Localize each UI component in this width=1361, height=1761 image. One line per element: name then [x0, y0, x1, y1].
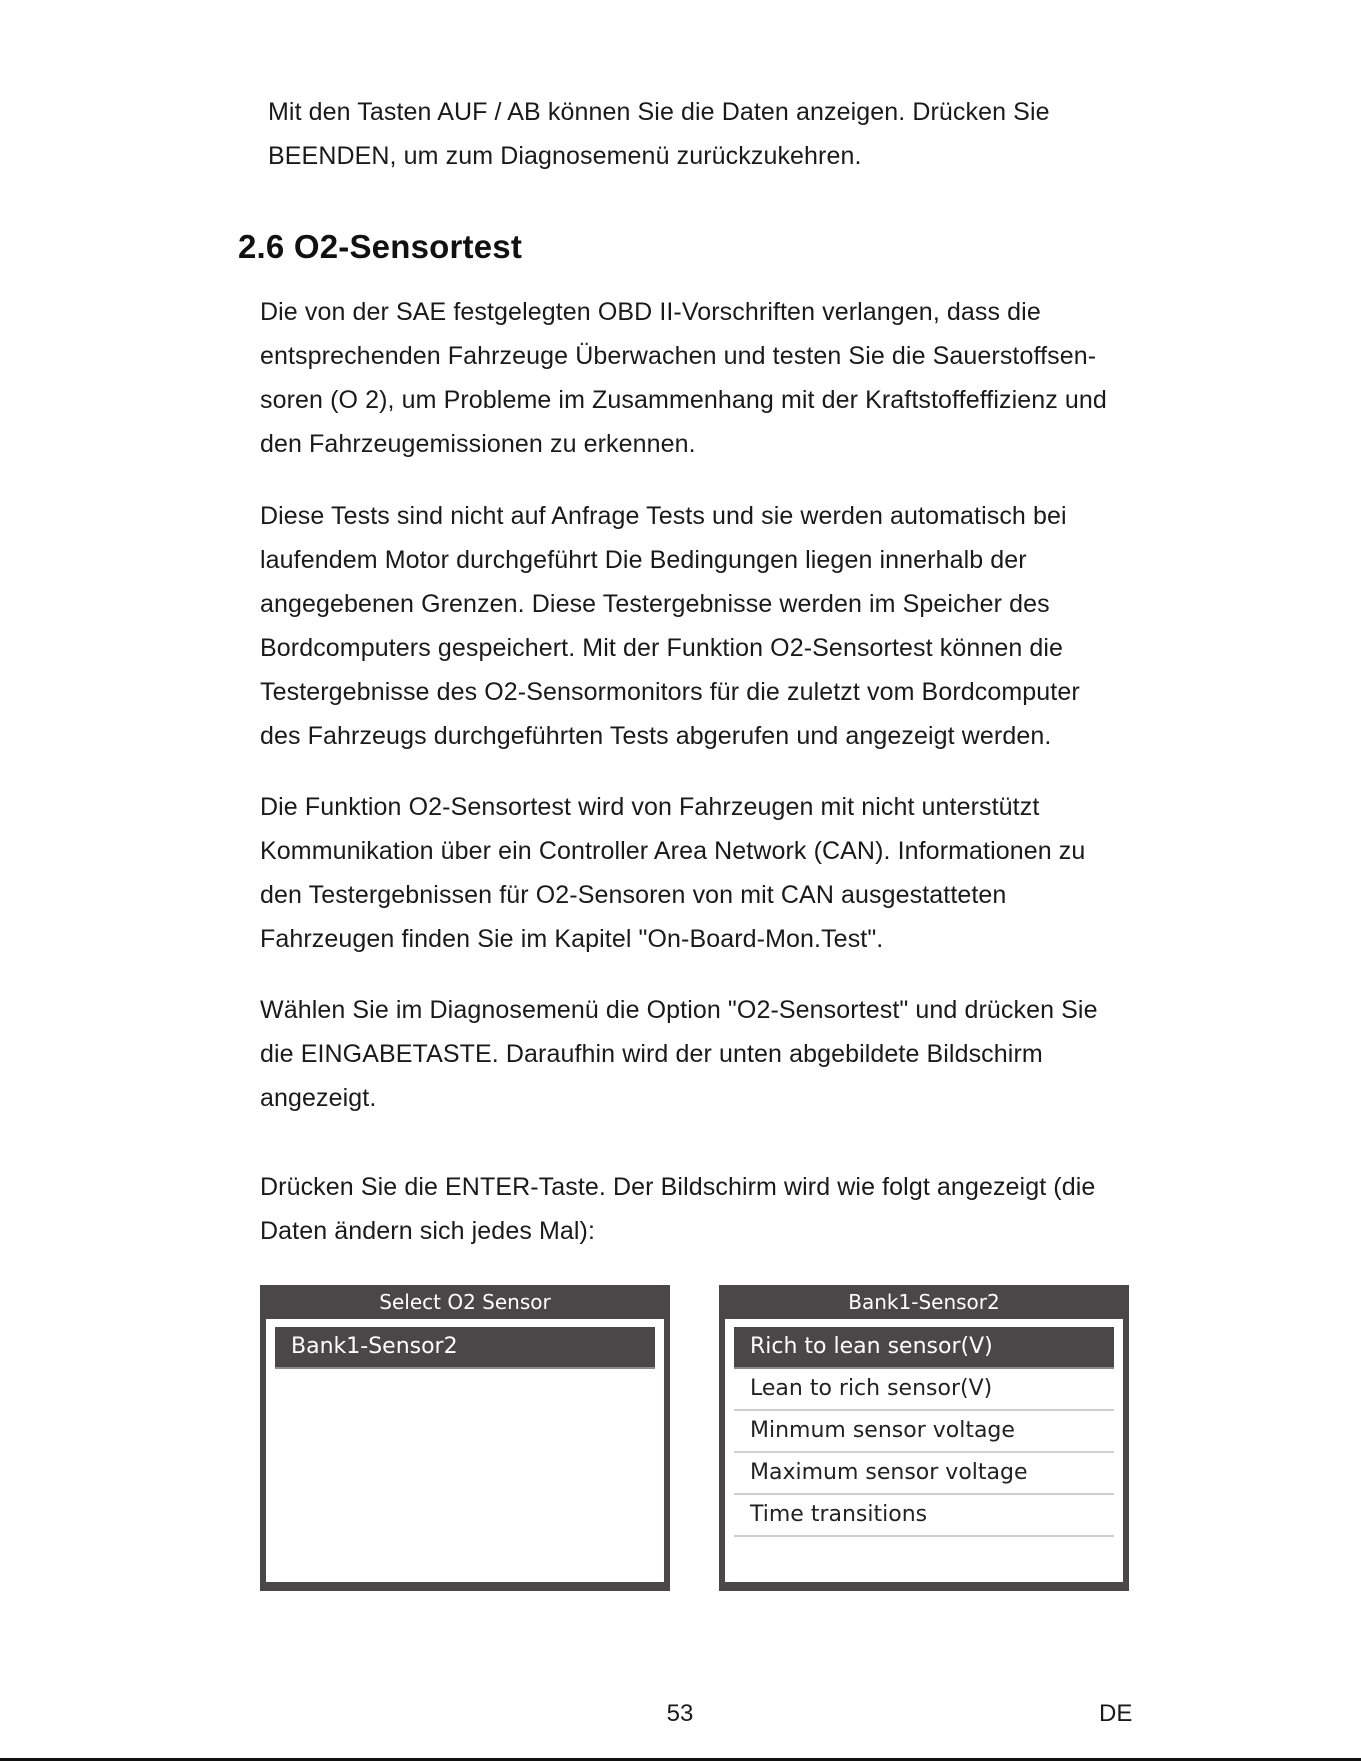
text-line: Drücken Sie die ENTER-Taste. Der Bildschirm wird wie folgt angezeigt (die	[260, 1173, 1096, 1201]
menu-item-lean-to-rich[interactable]: Lean to rich sensor(V)	[734, 1369, 1114, 1411]
intro-line: BEENDEN, um zum Diagnosemenü zurückzukehren.	[268, 142, 862, 170]
menu-item-min-voltage[interactable]: Minmum sensor voltage	[734, 1411, 1114, 1453]
page-number: 53	[666, 1700, 694, 1727]
text-line: den Testergebnissen für O2-Sensoren von mit CAN ausgestatteten	[260, 881, 1007, 909]
text-line: Diese Tests sind nicht auf Anfrage Tests und sie werden automatisch bei	[260, 502, 1067, 530]
screen-list	[725, 1319, 1123, 1582]
text-line: Fahrzeugen finden Sie im Kapitel "On-Board-Mon.Test".	[260, 925, 884, 953]
text-line: laufendem Motor durchgeführt Die Bedingungen liegen innerhalb der	[260, 546, 1027, 574]
screen-select-o2-sensor	[260, 1285, 670, 1591]
screen-title: Bank1-Sensor2	[848, 1290, 1000, 1314]
text-line: entsprechenden Fahrzeuge Überwachen und testen Sie die Sauerstoffsen-	[260, 342, 1097, 370]
paragraph-obd-requirements	[260, 290, 1140, 488]
menu-item-rich-to-lean[interactable]: Rich to lean sensor(V)	[734, 1327, 1114, 1369]
screen-list	[266, 1319, 664, 1582]
intro-line: Mit den Tasten AUF / AB können Sie die Daten anzeigen. Drücken Sie	[268, 98, 1050, 126]
paragraph-select-option	[260, 988, 1140, 1142]
text-line: Die Funktion O2-Sensortest wird von Fahrzeugen mit nicht unterstützt	[260, 793, 1040, 821]
sensor-option-bank1-sensor2[interactable]: Bank1-Sensor2	[275, 1327, 655, 1369]
screen-title: Select O2 Sensor	[379, 1290, 551, 1314]
section-title: 2.6 O2-Sensortest	[238, 228, 523, 265]
text-line: angezeigt.	[260, 1084, 377, 1112]
text-line: Die von der SAE festgelegten OBD II-Vorschriften verlangen, dass die	[260, 298, 1041, 326]
text-line: angegebenen Grenzen. Diese Testergebnisse werden im Speicher des	[260, 590, 1050, 618]
text-line: Daten ändern sich jedes Mal):	[260, 1217, 596, 1245]
intro-paragraph	[268, 90, 1168, 178]
menu-item-time-transitions[interactable]: Time transitions	[734, 1495, 1114, 1537]
text-line: soren (O 2), um Probleme im Zusammenhang mit der Kraftstoffeffizienz und	[260, 386, 1107, 414]
text-line: Wählen Sie im Diagnosemenü die Option "O2-Sensortest" und drücken Sie	[260, 996, 1098, 1024]
screen-bank1-sensor2	[719, 1285, 1129, 1591]
menu-item-max-voltage[interactable]: Maximum sensor voltage	[734, 1453, 1114, 1495]
paragraph-test-description	[260, 494, 1140, 780]
text-line: Kommunikation über ein Controller Area Network (CAN). Informationen zu	[260, 837, 1086, 865]
text-line: den Fahrzeugemissionen zu erkennen.	[260, 430, 696, 458]
language-code: DE	[1099, 1700, 1133, 1727]
text-line: Bordcomputers gespeichert. Mit der Funktion O2-Sensortest können die	[260, 634, 1064, 662]
paragraph-can-note	[260, 785, 1140, 983]
text-line: des Fahrzeugs durchgeführten Tests abgerufen und angezeigt werden.	[260, 722, 1052, 750]
text-line: Testergebnisse des O2-Sensormonitors für die zuletzt vom Bordcomputer	[260, 678, 1080, 706]
text-line: die EINGABETASTE. Daraufhin wird der unten abgebildete Bildschirm	[260, 1040, 1043, 1068]
paragraph-press-enter	[260, 1165, 1140, 1275]
